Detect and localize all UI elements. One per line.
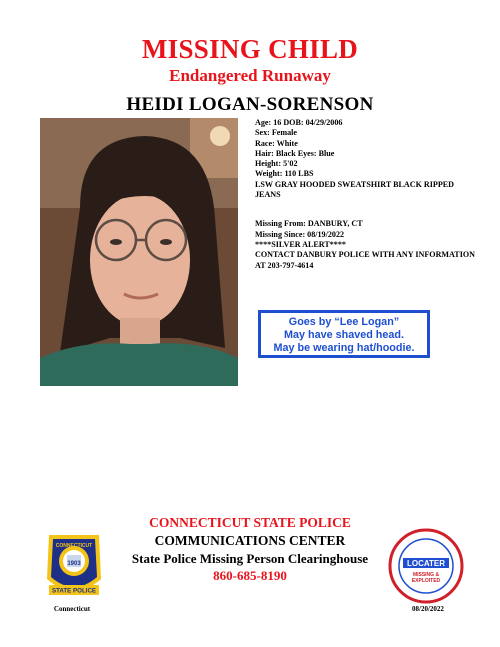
communications-center: COMMUNICATIONS CENTER xyxy=(154,533,346,548)
right-caption-date: 08/20/2022 xyxy=(412,605,444,613)
locater-sub2: EXPLOITED xyxy=(411,578,441,584)
badge-top-text: CONNECTICUT xyxy=(55,543,93,549)
locater-sub1: MISSING & xyxy=(412,572,440,578)
agency-name: CONNECTICUT STATE POLICE xyxy=(149,515,351,530)
person-details xyxy=(255,118,480,271)
clothing-note-line: May be wearing hat/hoodie. xyxy=(273,342,415,354)
contact-info: CONTACT DANBURY POLICE WITH ANY INFORMATION AT 203-797-4614 xyxy=(255,250,475,270)
badge-bottom-text: STATE POLICE xyxy=(51,587,97,595)
missing-since: Missing Since: 08/19/2022 xyxy=(255,229,345,239)
person-photo xyxy=(40,118,238,386)
badge-year: 1903 xyxy=(67,561,81,567)
race: Race: White xyxy=(255,138,298,148)
weight: Weight: 110 LBS xyxy=(255,169,314,179)
height: Height: 5'02 xyxy=(255,159,298,169)
clearinghouse: State Police Missing Person Clearinghouse xyxy=(131,551,369,566)
locater-logo-icon xyxy=(388,528,464,604)
missing-from: Missing From: DANBURY, CT xyxy=(255,219,363,229)
age-dob: Age: 16 DOB: 04/29/2006 xyxy=(255,118,343,127)
left-caption: Connecticut xyxy=(53,605,91,613)
poster-subtitle: Endangered Runaway xyxy=(169,66,331,85)
locater-name: LOCATER xyxy=(406,559,446,568)
hair-eyes: Hair: Black Eyes: Blue xyxy=(255,148,335,158)
clothing: LSW GRAY HOODED SWEATSHIRT BLACK RIPPED JEANS xyxy=(255,179,455,200)
head-note-line: May have shaved head. xyxy=(283,329,405,341)
poster-title: MISSING CHILD xyxy=(141,34,359,64)
sex: Sex: Female xyxy=(255,128,298,138)
state-police-badge-icon xyxy=(45,533,103,603)
person-name: HEIDI LOGAN-SORENSON xyxy=(126,94,374,115)
alias-line: Goes by “Lee Logan” xyxy=(288,316,400,328)
alias-note-box xyxy=(258,310,430,358)
phone-number: 860-685-8190 xyxy=(213,568,287,583)
silver-alert: ****SILVER ALERT**** xyxy=(255,239,346,249)
